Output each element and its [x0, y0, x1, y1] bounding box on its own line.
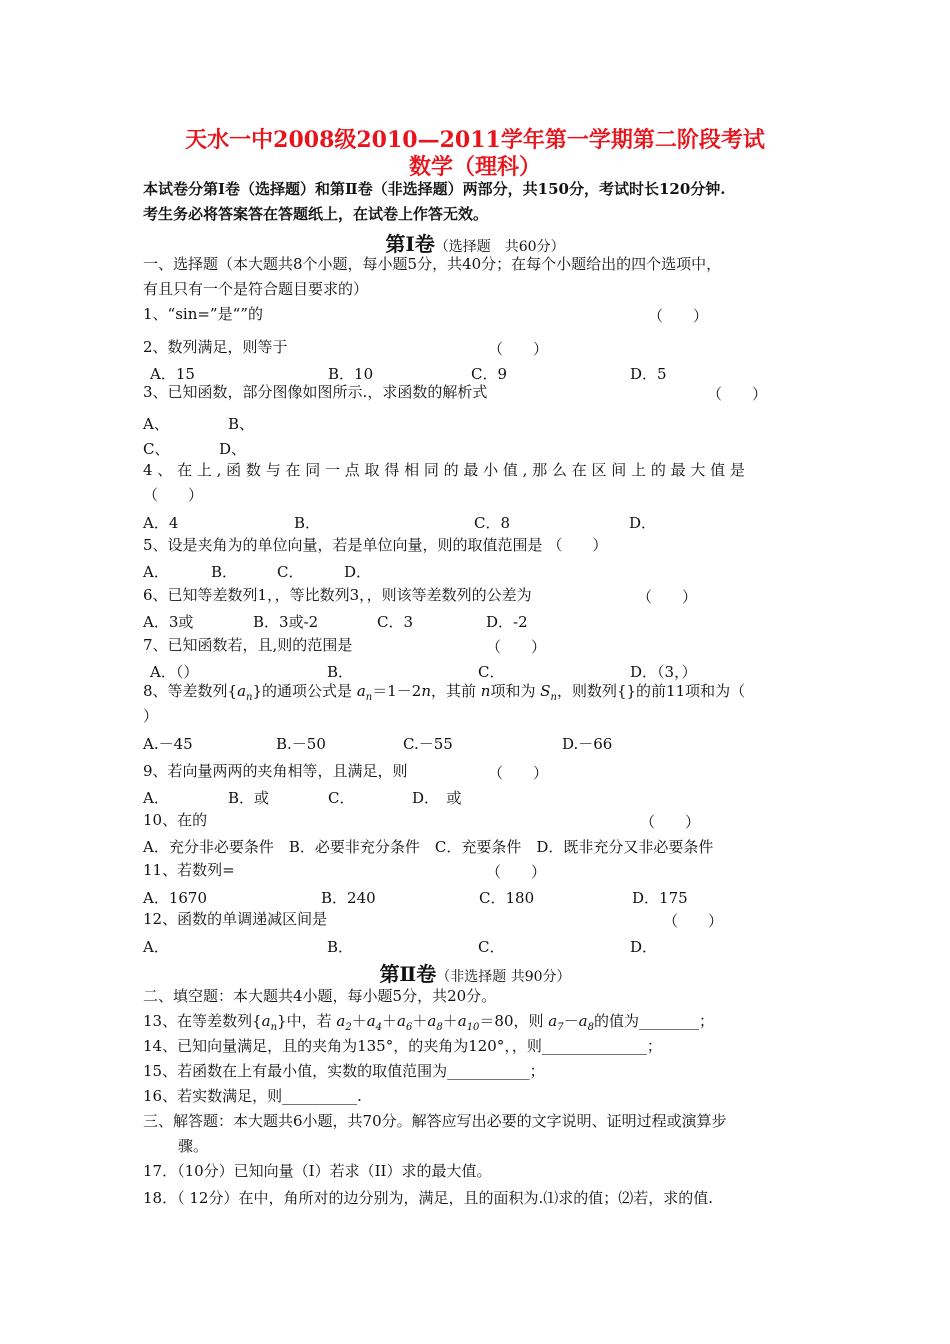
question-2-option-c: C．9 — [471, 365, 508, 383]
question-3-option-c: C、 — [143, 440, 170, 458]
question-1-stem: 1、“sin=”是“”的 — [143, 305, 263, 323]
question-2-option-a: A．15 — [150, 365, 195, 383]
part2-heading-big: 第Ⅱ卷 — [379, 962, 437, 986]
question-13-text-c: ＝80，则 — [479, 1012, 549, 1030]
question-5-option-d: D． — [344, 563, 372, 581]
question-13-text-a: 13、在等差数列{ — [143, 1012, 262, 1030]
question-8-sub-n3: n — [550, 692, 557, 703]
question-8-stem — [143, 682, 745, 707]
question-8-var-a: a — [237, 682, 247, 700]
question-9-option-a: A． — [143, 789, 169, 807]
question-3-option-a: A、 — [143, 415, 169, 433]
question-10-answer-paren: （ ） — [640, 813, 701, 831]
question-5-option-a: A． — [143, 563, 169, 581]
question-2-option-d: D．5 — [630, 365, 667, 383]
question-11-option-b: B．240 — [321, 889, 376, 907]
question-8-var-s: S — [540, 682, 551, 700]
question-4-option-d: D． — [629, 514, 657, 532]
intro-line-2: 考生务必将答案答在答题纸上，在试卷上作答无效。 — [143, 205, 489, 223]
question-1-answer-paren: （ ） — [648, 307, 709, 325]
question-16: 16、若实数满足，则__________. — [143, 1087, 362, 1105]
question-6-stem: 6、已知等差数列1，，等比数列3，，则该等差数列的公差为 — [143, 586, 532, 604]
question-11-option-a: A．1670 — [143, 889, 208, 907]
question-9-option-b: B．或 — [228, 789, 270, 807]
question-12-option-b: B． — [327, 938, 354, 956]
question-11-answer-paren: （ ） — [486, 863, 547, 881]
part1-instruction-2: 有且只有一个是符合题目要求的） — [143, 280, 369, 298]
question-18: 18．（ 12分）在中，角所对的边分别为，满足，且的面积为.⑴求的值；⑵若，求的值. — [143, 1189, 713, 1207]
question-8-option-a: A.－45 — [143, 735, 193, 753]
question-8-text-c: ＝1－2 — [372, 682, 422, 700]
question-8-text-e: 项和为 — [490, 682, 541, 700]
question-8-var-a2: a — [356, 682, 366, 700]
question-13-text-b: }中，若 — [277, 1012, 337, 1030]
question-6-option-a: A．3或 — [143, 613, 194, 631]
question-4-answer-paren: （ ） — [143, 486, 204, 504]
question-12-option-c: C． — [478, 938, 505, 956]
question-6-answer-paren: （ ） — [637, 588, 698, 606]
part1-heading-small: （选择题 共60分） — [434, 239, 565, 255]
question-8-sub-n2: n — [365, 692, 373, 703]
question-7-answer-paren: （ ） — [486, 638, 547, 656]
part2-heading — [0, 958, 950, 987]
exam-title: 天水一中2008级2010—2011学年第一学期第二阶段考试 — [185, 127, 765, 153]
question-12-stem: 12、函数的单调递减区间是 — [143, 910, 328, 928]
part2-heading-small: （非选择题 共90分） — [436, 969, 571, 985]
question-6-option-d: D．-2 — [486, 613, 528, 631]
question-3-option-b: B、 — [228, 415, 255, 433]
question-8-text-a: 8、等差数列{ — [143, 682, 238, 700]
question-8-option-d: D.－66 — [562, 735, 613, 753]
question-13-text-d: 的值为________； — [593, 1012, 714, 1030]
question-8-text-d: ，其前 — [430, 682, 481, 700]
question-8-stem-line-2: ） — [143, 707, 159, 725]
question-4-option-c: C．8 — [474, 514, 511, 532]
question-9-option-d: D． 或 — [412, 789, 462, 807]
question-2-answer-paren: （ ） — [488, 340, 549, 358]
part1-instruction-1: 一、选择题（本大题共8个小题，每小题5分，共40分；在每个小题给出的四个选项中， — [143, 255, 722, 273]
question-12-option-a: A． — [143, 938, 169, 956]
exam-subject: 数学（理科） — [408, 154, 541, 180]
question-6-option-b: B．3或-2 — [253, 613, 319, 631]
question-8-text-b: }的通项公式是 — [252, 682, 357, 700]
question-7-option-a: A．（） — [150, 663, 199, 681]
question-3-answer-paren: （ ） — [707, 385, 768, 403]
fill-in-instruction: 二、填空题：本大题共4小题，每小题5分，共20分。 — [143, 987, 497, 1005]
question-11-option-c: C．180 — [479, 889, 535, 907]
question-2-option-b: B．10 — [328, 365, 374, 383]
question-2-stem: 2、数列满足，则等于 — [143, 338, 288, 356]
question-5-option-c: C． — [277, 563, 304, 581]
part1-heading — [0, 228, 950, 257]
intro-line-1: 本试卷分第Ⅰ卷（选择题）和第Ⅱ卷（非选择题）两部分，共150分，考试时长120分钟. — [143, 180, 726, 198]
question-12-option-d: D． — [630, 938, 658, 956]
question-11-option-d: D．175 — [632, 889, 688, 907]
question-6-option-c: C．3 — [377, 613, 414, 631]
question-7-option-b: B． — [327, 663, 354, 681]
question-8-var-n: n — [421, 682, 431, 700]
question-9-stem: 9、若向量两两的夹角相等，且满足，则 — [143, 762, 408, 780]
solve-instruction-1: 三、解答题：本大题共6小题，共70分。解答应写出必要的文字说明、证明过程或演算步 — [143, 1112, 727, 1130]
question-4-option-a: A．4 — [143, 514, 179, 532]
solve-instruction-2: 骤。 — [178, 1137, 209, 1155]
question-4-option-b: B． — [294, 514, 321, 532]
question-5-option-b: B． — [211, 563, 238, 581]
question-9-option-c: C． — [328, 789, 355, 807]
question-10-options: A．充分非必要条件 B．必要非充分条件 C．充要条件 D．既非充分又非必要条件 — [143, 838, 714, 856]
question-9-answer-paren: （ ） — [488, 764, 549, 782]
question-3-option-d: D、 — [219, 440, 247, 458]
question-17: 17．（10分）已知向量（I）若求（II）求的最大值。 — [143, 1162, 492, 1180]
question-12-answer-paren: （ ） — [663, 912, 724, 930]
question-8-var-n2: n — [480, 682, 491, 700]
question-8-text-f: ，则数列{}的前11项和为（ — [556, 682, 746, 700]
question-14: 14、已知向量满足，且的夹角为135°，的夹角为120°，，则______________； — [143, 1037, 662, 1055]
question-15: 15、若函数在上有最小值，实数的取值范围为___________； — [143, 1062, 545, 1080]
question-3-stem: 3、已知函数，部分图像如图所示.，求函数的解析式 — [143, 383, 488, 401]
question-8-sub-n: n — [246, 692, 253, 703]
question-8-option-b: B.－50 — [276, 735, 326, 753]
question-7-option-c: C． — [478, 663, 505, 681]
question-7-stem: 7、已知函数若，且,则的范围是 — [143, 636, 353, 654]
question-8-option-c: C.－55 — [403, 735, 453, 753]
part1-heading-big: 第Ⅰ卷 — [385, 232, 435, 256]
question-11-stem: 11、若数列= — [143, 861, 235, 879]
question-10-stem: 10、在的 — [143, 811, 208, 829]
question-13: 13、在等差数列$\{a_n\}$中，若 $a_2+a_4+a_6+a_8+a_{10}=80$，则 $a_7-a_8$的值为________； — [143, 1012, 714, 1033]
question-4-stem-line-1: 4 、 在 上 , 函 数 与 在 同 一 点 取 得 相 同 的 最 小 值 , 那 么 在 区 间 上 的 最 大 值 是 — [143, 461, 745, 479]
question-7-option-d: D．（3，） — [630, 663, 697, 681]
question-5-stem: 5、设是夹角为的单位向量，若是单位向量，则的取值范围是 （ ） — [143, 536, 608, 554]
